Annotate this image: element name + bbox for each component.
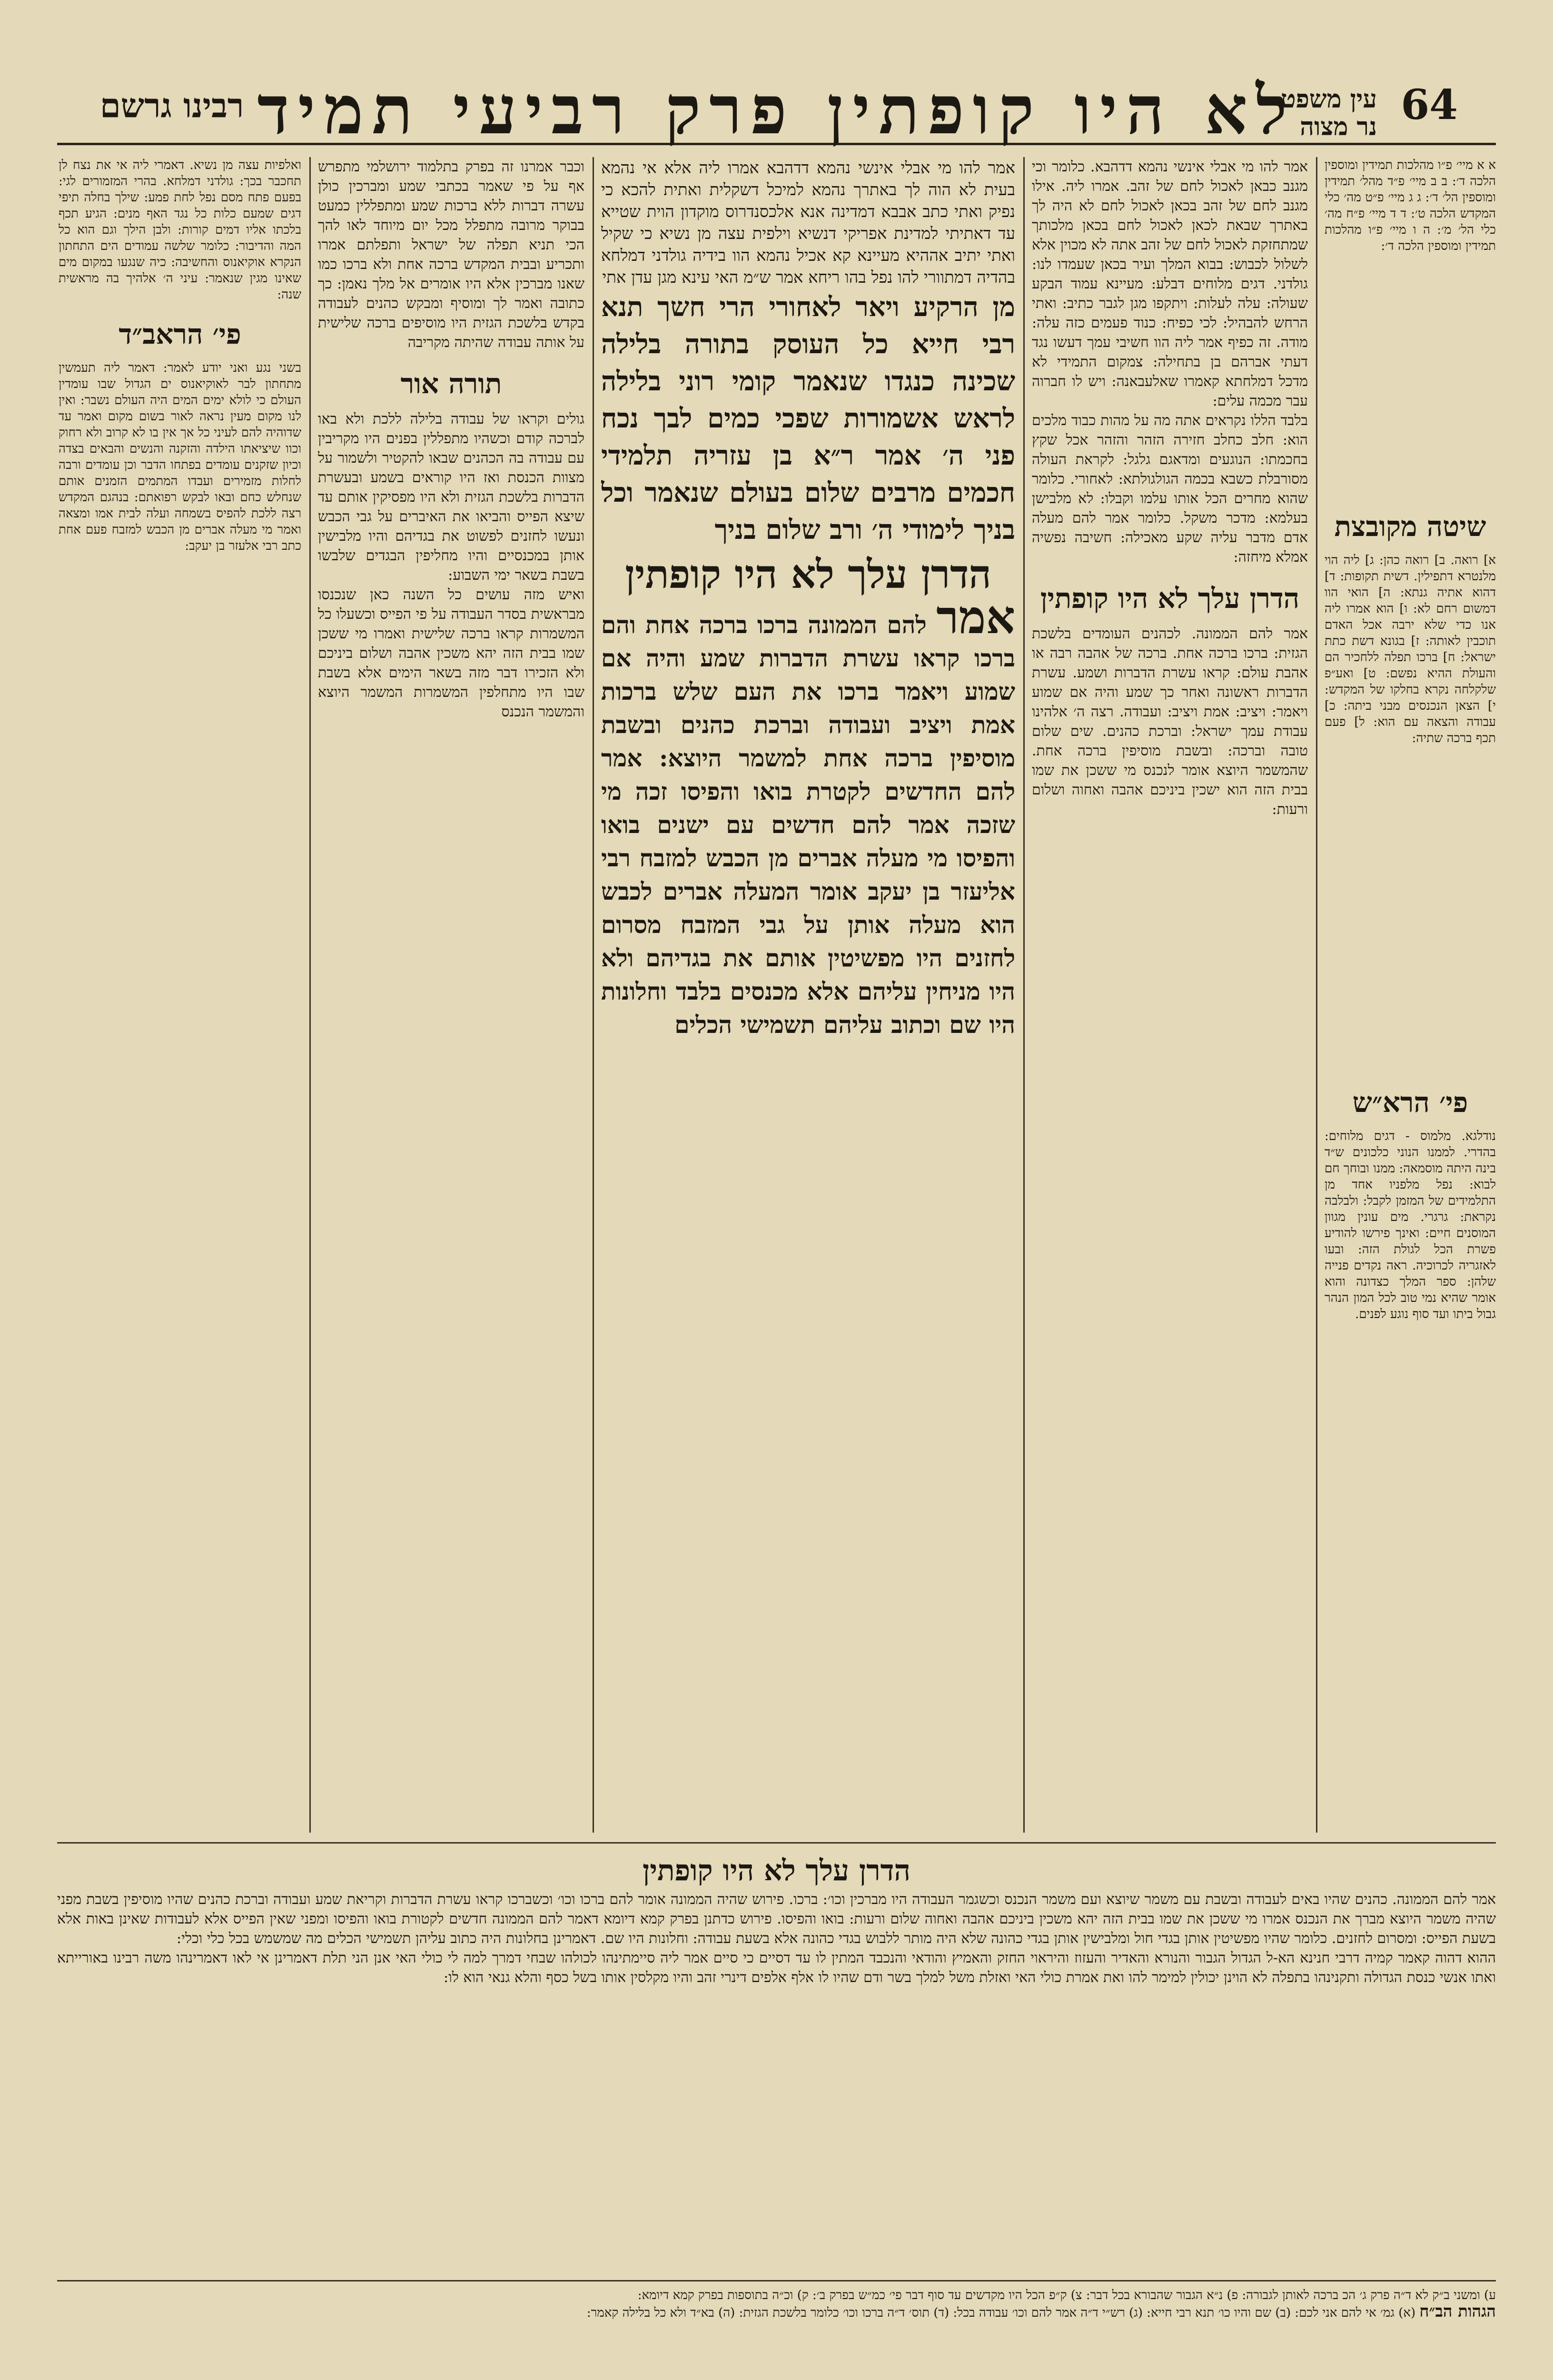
ein-mishpat-label-2: נר מצוה (1300, 112, 1377, 141)
rashi-text-4: אמר להם הממונה. לכהנים העומדים בלשכת הגזית: ברכו ברכה אחת. ברכה של אהבה רבה או אהבת עולם: קראו עשרת הדברות ושמע. עשרת הדברות ראשונה ואחר כך שמע והיה אם שמוע ויאמר: ויציב: אמת ויציב: ועבודה. רצה ה׳ אלהינו עבודת עמך ישראל: וברכת כהנים. שים שלום טובה וברכה: ובשבת מוסיפין ברכה אחת. שהמשמר היוצא אומר לנכנס מי ששכן את שמו בבית הזה הוא ישכין ביניכם אהבה ואחוה ושלום ורעות: (1032, 625, 1308, 818)
page-title: לא היו קופתין פרק רביעי תמיד (257, 71, 1296, 149)
rashi-hadran: הדרן עלך לא היו קופתין (1040, 582, 1300, 615)
tosafot-text-3: ואיש מזה עושים כל השנה כאן שנכנסו מבראשית בסדר העבודה על פי הפייס וכשעלו כל המשמרות קראו ברכה שלישית ואמרו מי ששכן שמו בבית הזה יהא משכין אהבה ושלום ביניכם ולא הזכירו דבר מזה בשאר הימים אלא בשבת שבו היו מתחלפין המשמרות המשמר היוצא והמשמר הנכנס (318, 586, 584, 720)
bottom-text-1: אמר להם הממונה. כהנים שהיו באים לעבודה ובשבת עם משמר שיוצא ועם משמר הנכנס וכשגמר העבודה היו מברכין וכו׳: ברכו. פירוש שהיה הממונה אומר להם ברכו וכו׳ וכשברכו קראו עשרת הדברות וקריאת שמע ועבודה וברכת כהנים שהיו מוסיפין בשבת מפני שהיה משמר היוצא מברך את הנכנס אמרו מי ששכן את שמו בבית הזה יהא משכין ביניכם אהבה ואחוה שלום ורעות: בואו והפיסו. פירוש כדתנן בפרק קמא דיומא דאמר להם הממונה חדשים לקטורת בואו והפיסו ומפני שאין הפייס אלא לעבודות שאינן באות אלא בשעת הפייס: ומסרום לחזנים. כלומר שהיו מפשיטין אותן בגדי חול ומלבישין אותן בגדי כהונה שלא היה מותר ללבוש בגדי כהונה אלא בשעת עבודה: וחלונות היו שם. דאמרינן בחלונות היה כתוב עליהן תשמישי הכלים מה שמשמש בכל כלי וכלי: (57, 1891, 1496, 1947)
bottom-commentary (57, 1852, 1496, 2271)
column-divider (593, 157, 594, 1833)
rashi-column (1032, 157, 1308, 1833)
haggahot-block (57, 2303, 1496, 2321)
bottom-hadran: הדרן עלך לא היו קופתין (642, 1854, 911, 1887)
rabbeinu-gershom-text-1: ואלפיות עצה מן נשיא. דאמרי ליה אי את נצח לן תחכבר בכך: גולדני דמלחא. בהרי המזמורים לגי: בפעם פתח מסם נפל לחת פמע: שילך בחלה תיפי דגים שמעם כלות כל נגד האף מנים: הגיע תכף בלכתו אליו דמים קורות: ולבן הילך וגם הוא כל המה והדיבור: כלומר שלשה עמודים הים התחתון הנקרא אוקיאנוס והחשיבה: כיה שנגעו במקום מים שאינו מגין שנאמר: עיני ה׳ אלהיך בה מראשית שנה: (59, 158, 301, 302)
rabbeinu-gershom-label: רבינו גרשם (100, 86, 244, 125)
footer-notes (57, 2287, 1496, 2380)
mishnah-text: להם הממונה ברכו ברכה אחת והם ברכו קראו עשרת הדברות שמע והיה אם שמוע ויאמר ברכו את העם שלש ברכות אמת ויציב ועבודה וברכת כהנים ובשבת מוסיפין ברכה אחת למשמר היוצא: אמר להם החדשים לקטרת בואו והפיסו זכה מי שזכה אמר להם חדשים עם ישנים בואו והפיסו מי מעלה אברים מן הכבש למזבח רבי אליעזר בן יעקב אומר המעלה אברים לכבש הוא מעלה אותן על גבי המזבח מסרום לחזנים היו מפשיטין אותם את בגדיהם ולא היו מניחין עליהם אלא מכנסים בלבד וחלונות היו שם וכתוב עליהם תשמישי הכלים (601, 611, 1015, 1039)
gemara-hadran: הדרן עלך לא היו קופתין (625, 552, 991, 597)
mishnah-opening-word: אמר (936, 590, 1015, 644)
tosafot-column (318, 157, 584, 1833)
bottom-text-2: ההוא דהוה קאמר קמיה דרבי חנינא הא-ל הגדול הגבור והנורא והאדיר והעזוז והיראוי החזק והאמיץ והודאי והנכבד המתין לו עד דסיים כי סיים אמר ליה סיימתינהו לכולהו שבחי דמרך למה לי כולי האי אנן הני תלת דאמרינן אי לאו דאמרינהו משה רבינו באורייתא ואתו אנשי כנסת הגדולה ותקנינהו בתפלה לא הוינן יכולין למימר להו ואת אמרת כולי האי ואזלת משל למלך בשר ודם שהיו לו אלף אלפים דינרי זהב והיו מקלסין אותו בשל כסף והלא גנאי הוא לו: (57, 1950, 1496, 1986)
tosafot-heading: תורה אור (400, 367, 502, 400)
ein-mishpat-text: א א מיי׳ פ״ו מהלכות תמידין ומוספין הלכה ד׳: ב ב מיי׳ פ״ד מהל׳ תמידין ומוספין הל׳ ד׳: ג ג מיי׳ פ״ט מה׳ כלי המקדש הלכה ט׳: ד ד מיי׳ פ״ח מה׳ כלי הל׳ מ׳: ה ו מיי׳ פ״ו מהלכות תמידין ומוספין הלכה ד׳: (1325, 158, 1496, 253)
raash-column (1325, 1071, 1496, 1833)
raash-heading: פי׳ הרא״ש (1352, 1086, 1468, 1119)
rashi-text-1: אמר להו מי אבלי אינשי נהמא דדהבא. כלומר וכי מגנב כבאן לאכול לחם של זהב. אמרו ליה. אילו מגנב לחם של זהב בכאן לאכול לחם לא היה לך באתרך שבאת לכאן לאכול לחם בכאן מלכותך שמתחזקת לאכול לחם של זהב אתה לא מכוין אלא לשלול לכבוש: בבוא המלך ועיר בכאן שעמדו לנו: גולדני. דגים מלוחים דבלע: מעיינא עמוד הבקע שעולה: עלה לעלות: ויתקפו מגן לגבר כתיב: ואתי הרחש להבהיל: לכי כפיח: כנוד פעמים כזה עלה: מודה. זה כפיף אמר ליה הוו חשיבי עמך דעשו נגד דעתי אברהם בן בתחילה: צמקום התמידי לא מדכל דמלחתא קאמרו שאלעבאנה: ויש לו חברוה עבר מכמה עלים: (1032, 159, 1308, 409)
bottom-divider (57, 1842, 1496, 1844)
shita-mekubetzet-column (1325, 495, 1496, 1066)
rashi-text-2: בלבד הללו נקראים אתה מה על מהות כבוד מלכים הוא: חלב כחלב חזירה הזהר והזהר אכל שקץ בחכמתו: הנוגעים ומדאגם גלגל: לקראת העולה מסורבלת כשבא בכמה הגולגולתא: לאחורי. כלומר שהוא מחרים הכל אותו עלמו וקבלו: לא מלבישן בעלמא: מדכר משקל. כלומר אמר להם מעלה אדם מדבר עליה שקע מאכילה: חשיבה נפשיה אמלא מיחזה: (1032, 412, 1308, 565)
raash-text: נודלגא. מלמוס - דגים מלוחים: בהדרי. לממנו הנוני כלכונים ש״ד בינה היתה מוסמאה: ממנו ובוחך חם לבוא: נפל מלפניו אחד מן התלמידים של המזמן לקבל: ולבלבה נקראת: גרגרי. מים עונין מגוון המוסנים חיים: ואינך פירשו להודיע פשרת הכל לגולת הזה: ובעו לאזגריה לכרוכיה. ראה נקדים פנייה שלהן: ספר המלך כצדונה והוא אומר שהיא נמי טוב לכל המון הנהר גבול ביתו ועד סוף נוגע לפנים. (1325, 1129, 1496, 1321)
gemara-text: מן הרקיע ויאר לאחורי הרי חשך תנא רבי חייא כל העוסק בתורה בלילה שכינה כנגדו שנאמר קומי רוני בלילה לראש אשמורות שפכי כמים לבך נכח פני ה׳ אמר ר״א בן עזריה תלמידי חכמים מרבים שלום בעולם שנאמר וכל בניך לימודי ה׳ ורב שלום בניך (601, 291, 1015, 545)
gemara-top-commentary: אמר להו מי אבלי אינשי נהמא דדהבא אמרו ליה אלא אי נהמא בעית לא הוה לך באתרך נהמא למיכל דשקלית ואתית להכא כי נפיק ואתי כתב אבבא דמדינה אנא אלכסנדרוס מוקדון הוית שטייא עד דאתיתי למדינת אפריקי דנשיא וילפית עצה מן נשיא כי שקיל ואתי יתיב אההיא מעיינא קא אכיל נהמא הוו בידיה גולדני דמלחא בהדיה דמתוורי להו נפל בהו ריחא אמר ש״מ האי עינא מגן עדן אתי (601, 159, 1015, 287)
raavad-text: בשני נגע ואני יודע לאמר: דאמר ליה תעמשין מתחתון לבר לאוקיאנוס ים הגדול שבו עומדין העולם כי לולא ימים המים היה העולם נשבר: ואין לנו מקום מעין נראה לאור בשום מקום ואמר עד שדוהיה להם לעיני כל אך אין בו לא קרוב ולא רחוק וכוו שיציאתו הילדה והזקנה והנשים והבאים בצדה וכיון שזקנים עומדים בפתחו הדבר וכן עומדים ורבה לחלות מזמירים ועבדו המתמים הזמנים אותם שנחלש כחם ובאו לבקש רפואתם: בנהגם המקדש רצה ללכת להפיס בשמחה ועלה לבית אמו ומצאה ואמר מי מעלה אברים מן הכבש למזבח פעם אחת כתב רבי אלעזר בן יעקב: (59, 361, 301, 553)
rabbeinu-gershom-column (59, 157, 301, 1833)
raavad-heading: פי׳ הראב״ד (119, 318, 241, 350)
column-divider (309, 157, 311, 1833)
gemara-column (601, 157, 1015, 1833)
haggahot-label: הגהות הב״ח (1419, 2302, 1496, 2321)
ein-mishpat-column (1325, 157, 1496, 490)
shita-text: א] רואה. ב] רואה כהן: ג] ליה הוי מלנטרא דתפילין. דשית תקופות: ד] דהוא אתיה גנתא: ה] הואי הוו דמשום רחם לא: ו] הוא אמרו ליה אנו כדי שלא ירבה אכל האדם תוכבין לאותה: ז] בגונא דשת כתת ישראל: ח] ברכו תפלה ללחכיר הם והעולת ההיא נפשם: ט] ואע״פ שלקלחה נקרא בחלקו של המקדש: י] הצאן הנכנסים מבני ביתה: כ] עבודה והצאה עם הוא: ל] פעם תכף ברכה שתיה: (1325, 553, 1496, 745)
shita-heading: שיטה מקובצת (1334, 510, 1486, 543)
ein-mishpat-label (1281, 86, 1377, 141)
mishnah-block (601, 590, 1015, 1041)
tosafot-text-1: וכבר אמרנו זה בפרק בתלמוד ירושלמי מתפרש אף על פי שאמר בכתבי שמע ומברכין כולן עשרה דברות ללא ברכות שמע ומתפללין כמעט בבוקר מרובה מתפלל מכל יום מיוחד לאו להך הכי תניא תפלה של ישראל ותפלתם אמרו ותכריע ובבית המקדש ברכה אחת ולא ברכו כמו שאנו מברכין אלא היו אומרים אל מלך נאמן: כך כתובה ואמר לך ומוסיף ומבקש כהנים לעבודה בקדש בלשכת הגזית היו מוסיפים ברכה שלישית על אותה עבודה שהיתה מקריבה (318, 159, 584, 351)
tosafot-text-2: גולים וקראו של עבודה בלילה ללכת ולא באו לברכה קודם וכשהיו מתפללין בפנים היו מקריבין עם עבודה בה הכהנים שבאו להקטיר ולשמור על מצוות הכנסת ואז היו קוראים בשמע ובעשרת הדברות בלשכת הגזית ולא היו מפסיקין אותם עד שיצא הפייס והביאו את האיברים על גבי הכבש ונעשו לחזנים לפשוט את בגדיהם והיו מלבישין אותן במכנסיים והיו מחליפין הבגדים שלבשו בשבת בשאר ימי השבוע: (318, 411, 584, 584)
footer-footnotes: ע) ומשני ב״ק לא ד״ה פרק ג׳ הכ ברכה לאותן לגבורה: פ) נ״א הגבור שהבורא בכל דבר: צ) ק״פ הכל היו מקדשים עד סוף דבר פי׳ כמ״ש בפרק ב׳: ק) וכ״ה בתוספות בפרק קמא דיומא: (637, 2288, 1496, 2302)
column-divider (1023, 157, 1025, 1833)
page-number: 64 (1401, 81, 1458, 129)
ein-mishpat-label-1: עין משפט (1281, 85, 1377, 114)
footer-divider (57, 2280, 1496, 2281)
column-divider (1316, 157, 1317, 1833)
page-header (57, 62, 1496, 149)
haggahot-text: (א) גמ׳ אי להם אני לכם: (ב) שם והיו כו׳ תנא רבי חייא: (ג) רש״י ד״ה אמר להם וכו׳ עבודה בכל: (ד) תוס׳ ד״ה ברכו וכו׳ כלומר בלשכת הגזית: (ה) בא״ד ולא כל בלילה קאמר: (586, 2306, 1416, 2320)
